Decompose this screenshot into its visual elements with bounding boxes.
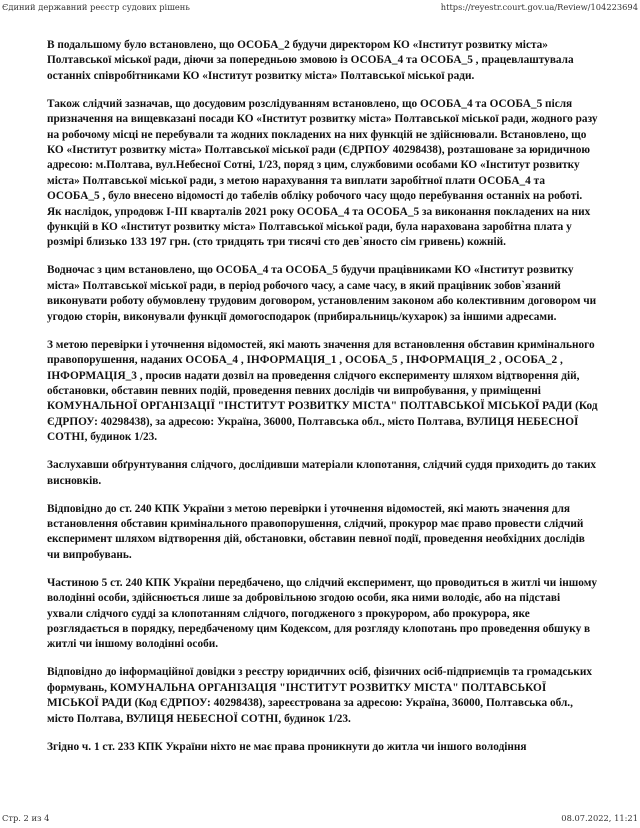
paragraph: Відповідно до ст. 240 КПК України з метою перевірки і уточнення відомостей, які мають значення для встановлення обставин кримінального правопорушення, слідчий, прокурор має право провести слідчий експеримент шляхом відтворення дій, обстановки, обставин певної події, проведення необхідних дослідів чи випробувань. <box>47 502 585 561</box>
paragraph: Відповідно до інформаційної довідки з реєстру юридичних осіб, фізичних осіб-підприємців та громадських формувань, КОМУНАЛЬНА ОРГАНІЗАЦІЯ "ІНСТИТУТ РОЗВИТКУ МІСТА" ПОЛТАВСЬКОЇ МІСЬКОЇ РАДИ (Код ЄДРПОУ: 40298438), зареєстрована за адресою: Україна, 36000, Полтавська обл., місто Полтава, ВУЛИЦЯ НЕБЕСНОЇ СОТНІ, будинок 1/23. <box>47 666 593 725</box>
paragraph: З метою перевірки і уточнення відомостей, які мають значення для встановлення обставин кримінального правопорушення, наданих ОСОБА_4 , ІНФОРМАЦІЯ_1 , ОСОБА_5 , ІНФОРМАЦІЯ_2 , ОСОБА_2 , ІНФОРМАЦІЯ_3 , просив надати дозвіл на проведення слідчого експерименту шляхом відтворення дій, обстановки, обставин певних подій, проведення певних дослідів чи випробування, у приміщенні КОМУНАЛЬНОЇ ОРГАНІЗАЦІЇ "ІНСТИТУТ РОЗВИТКУ МІСТА" ПОЛТАВСЬКОЇ МІСЬКОЇ РАДИ (Код ЄДРПОУ: 40298438), за адресою: Україна, 36000, Полтавська обл., місто Полтава, ВУЛИЦЯ НЕБЕСНОЇ СОТНІ, будинок 1/23. <box>47 338 598 444</box>
paragraph: Заслухавши обґрунтування слідчого, дослідивши матеріали клопотання, слідчий суддя приходить до таких висновків. <box>47 459 597 487</box>
print-datetime: 08.07.2022, 11:21 <box>561 813 638 823</box>
paragraph: Водночас з цим встановлено, що ОСОБА_4 та ОСОБА_5 будучи працівниками КО «Інститут розвитку міста» Полтавської міської ради, в період робочого часу, а саме часу, в який працівник зобов`язаний виконувати роботу обумовлену трудовим договором, установленим законом або колективним договором чи угодою сторін, виконували функції домогосподарок (прибиральниць/кухарок) за іншими адресами. <box>47 264 597 323</box>
paragraph: Також слідчий зазначав, що досудовим розслідуванням встановлено, що ОСОБА_4 та ОСОБА_5 після призначення на вищевказані посади КО «Інститут розвитку міста» Полтавської міської ради, жодного разу на робочому місці не перебували та жодних покладених на них функцій не здійснювали. Встановлено, що КО «Інститут розвитку міста» Полтавської міської ради (ЄДРПОУ 40298438), розташоване за юридичною адресою: м.Полтава, вул.Небесної Сотні, 1/23, поряд з цим, службовими особами КО «Інститут розвитку міста» Полтавської міської ради, з метою нарахування та виплати заробітної плати ОСОБА_4 та ОСОБА_5 , було внесено відомості до табелів обліку робочого часу щодо перебування останніх на роботі. Як наслідок, упродовж І-ІІІ кварталів 2021 року ОСОБА_4 та ОСОБА_5 за виконання покладених на них функцій в КО «Інститут розвитку міста» Полтавської міської ради, була нарахована заробітна плата у розмірі близько 133 197 грн. (сто тридцять три тисячі сто дев`яносто сім гривень) кожній. <box>47 97 598 249</box>
page-header-title: Єдиний державний реєстр судових рішень <box>2 2 190 12</box>
page-number: Стр. 2 из 4 <box>2 813 50 823</box>
page-header-url: https://reyestr.court.gov.ua/Review/104223694 <box>440 2 638 12</box>
paragraph: В подальшому було встановлено, що ОСОБА_2 будучи директором КО «Інститут розвитку міста» Полтавської міської ради, діючи за попередньою змовою із ОСОБА_4 та ОСОБА_5 , працевлаштувала останніх співробітниками КО «Інститут розвитку міста» Полтавської міської ради. <box>47 39 574 82</box>
document-body <box>47 38 598 768</box>
paragraph: Згідно ч. 1 ст. 233 КПК України ніхто не має права проникнути до житла чи іншого володіння <box>47 740 527 753</box>
paragraph: Частиною 5 ст. 240 КПК України передбачено, що слідчий експеримент, що проводиться в житлі чи іншому володінні особи, здійснюється лише за добровільною згодою особи, яка ними володіє, або на підставі ухвали слідчого судді за клопотанням слідчого, погодженого з прокурором, або прокурора, яке розглядається в порядку, передбаченому цим Кодексом, для розгляду клопотань про проведення обшуку в житлі чи іншому володінні особи. <box>47 576 598 651</box>
print-footer <box>2 813 638 825</box>
print-header <box>2 2 638 14</box>
